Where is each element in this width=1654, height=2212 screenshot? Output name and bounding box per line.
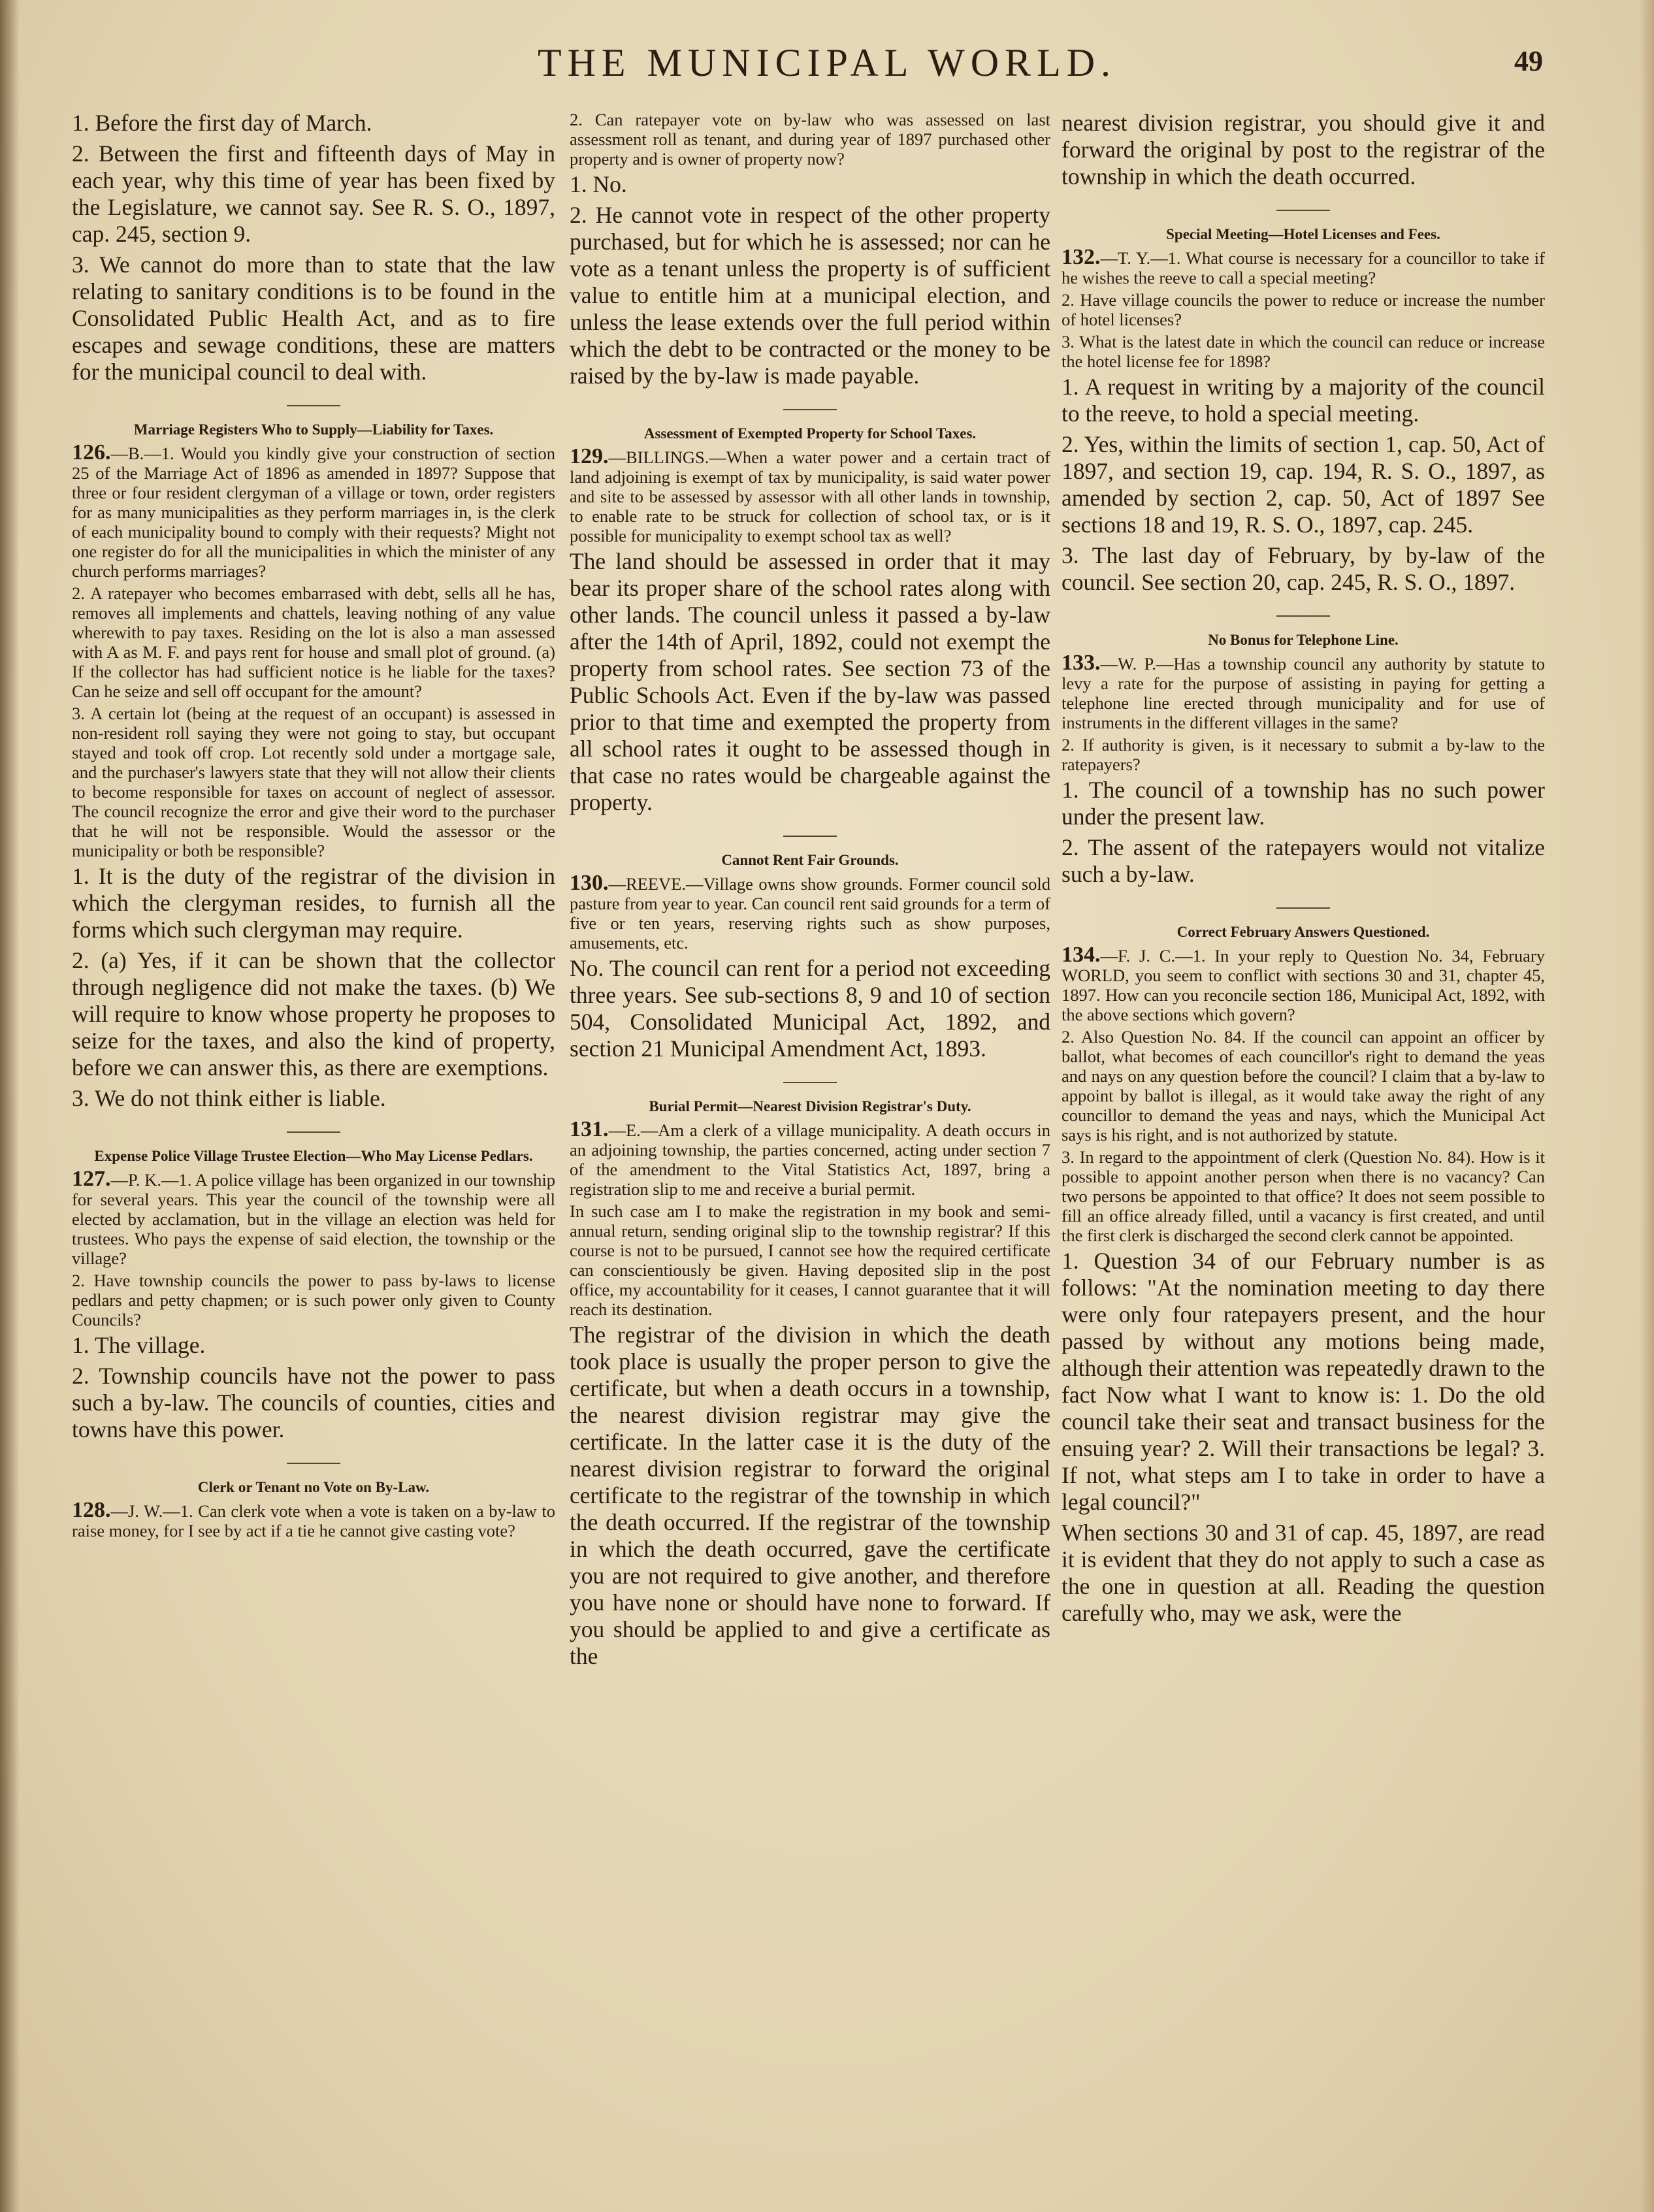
divider [287, 1463, 340, 1464]
question-text: 3. In regard to the appointment of clerk (Question No. 84). How is it possible to appoint another person when there is no vacancy? Can two persons be appointed to that office? It does not seem possible to fill an office already filled, until a vacancy is first created, and until the first clerk is discharged the second clerk cannot be appointed. [1062, 1147, 1545, 1245]
question-heading: Cannot Rent Fair Grounds. [721, 852, 899, 868]
divider [1276, 615, 1330, 617]
answer-paragraph: 2. The assent of the ratepayers would not vitalize such a by-law. [1062, 834, 1545, 887]
question-text [570, 873, 1050, 952]
question-number: 127. [72, 1167, 111, 1191]
question-body: —P. K.—1. A police village has been organized in our township for several years. This year the council of the township were all elected by acclamation, but in the village an election was held for trustees. Who pays the expense of said election, the township or the village? [72, 1170, 555, 1268]
answer-paragraph: 2. He cannot vote in respect of the other property purchased, but for which he is assessed; nor can he vote as a tenant unless the property is of sufficient value to entitle him at a municipal election, and unless the lease extends over the full period within which the debt to be contracted or the money to be raised by the by-law is made payable. [570, 202, 1050, 389]
answer-paragraph: 1. Before the first day of March. [72, 110, 372, 136]
question-heading: Special Meeting—Hotel Licenses and Fees. [1166, 226, 1440, 242]
question-text [72, 440, 555, 581]
question-text: 2. A ratepayer who becomes embarrased with debt, sells all he has, removes all implements and chattels, leaving nothing of any value wherewith to pay taxes. Residing on the lot is also a man assessed with A as M. F. and pays rent for house and small plot of ground. (a) If the collector has had sufficient notice is he liable for the taxes? Can he seize and sell off occupant for the amount? [72, 583, 555, 701]
divider [783, 836, 837, 837]
question-body: —B.—1. Would you kindly give your construction of section 25 of the Marriage Act of 1896 as amended in 1897? Suppose that three or four resident clergyman of a village or town, order registers for as many municipalities as they perform marriages in, is the clerk of each municipality bound to comply with their requests? Might not one register do for all the municipalities in which the minister of any church performs marriages? [72, 444, 555, 581]
divider [783, 1082, 837, 1083]
question-number: 128. [72, 1498, 111, 1522]
question-number: 132. [1062, 245, 1101, 269]
question-text [72, 1498, 555, 1540]
divider [287, 1131, 340, 1133]
question-text: 3. A certain lot (being at the request of an occupant) is assessed in non-resident roll saying they were not going to stay, but occupant stayed and took off crop. Lot recently sold under a mortgage sale, and the purchaser's lawyers state that they will not allow their clients to become responsible for taxes on account of neglect of assessor. The council recognize the error and give their word to the purchaser that he will not be responsible. Would the assessor or the municipality or both be responsible? [72, 704, 555, 860]
answer-paragraph: 2. Between the first and fifteenth days of May in each year, why this time of year has been fixed by the Legislature, we cannot say. See R. S. O., 1897, cap. 245, section 9. [72, 140, 555, 247]
answer-paragraph: 2. Yes, within the limits of section 1, cap. 50, Act of 1897, and section 19, cap. 194, R. S. O., 1897, as amended by section 2, cap. 50, Act of 1897 See sections 18 and 19, R. S. O., 1897, cap. 245. [1062, 431, 1545, 538]
answer-paragraph: The registrar of the division in which the death took place is usually the proper person to give the certificate, but when a death occurs in a township, the nearest division registrar may give the certificate. In the latter case it is the duty of the nearest division registrar to forward the original certificate to the registrar of the township in which the death occurred. If the registrar of the township in which the death occurred, gave the certificate you are not required to give another, and therefore you have none or should have none to forward. If you should be applied to and give a certificate as the [570, 1322, 1050, 1669]
question-heading: Correct February Answers Questioned. [1176, 924, 1430, 940]
question-body: —F. J. C.—1. In your reply to Question No. 34, February WORLD, you seem to conflict with sections 30 and 31, chapter 45, 1897. How can you reconcile section 186, Municipal Act, 1892, with the above sections which govern? [1062, 946, 1545, 1024]
column-2 [570, 110, 1050, 1674]
question-heading: No Bonus for Telephone Line. [1208, 632, 1399, 648]
answer-paragraph: 1. Question 34 of our February number is as follows: "At the nomination meeting to day there were only four ratepayers present, and the hour passed by without any motions being made, although their attention was repeatedly drawn to the fact Now what I want to know is: 1. Do the old council take their seat and transact business for the ensuing year? 2. Will their transactions be legal? 3. If not, what steps am I to take in order to have a legal council?" [1062, 1248, 1545, 1515]
question-body: —T. Y.—1. What course is necessary for a councillor to take if he wishes the reeve to call a special meeting? [1062, 248, 1545, 287]
column-3 [1062, 110, 1545, 1631]
column-1 [72, 110, 555, 1543]
page-number: 49 [1514, 45, 1543, 77]
question-text: 2. Have township councils the power to pass by-laws to license pedlars and petty chapmen; or is such power only given to County Councils? [72, 1271, 555, 1329]
answer-paragraph: 1. No. [570, 171, 627, 197]
question-number: 133. [1062, 651, 1101, 675]
question-number: 129. [570, 444, 609, 468]
answer-paragraph: The land should be assessed in order that it may bear its proper share of the school rates along with other lands. The council unless it passed a by-law after the 14th of April, 1892, could not exempt the property from school rates. See section 73 of the Public Schools Act. Even if the by-law was passed prior to that time and exempted the property from all school rates it ought to be assessed though in that case no rates would be chargeable against the property. [570, 548, 1050, 815]
question-heading: Assessment of Exempted Property for School Taxes. [643, 425, 977, 442]
question-text: 2. Can ratepayer vote on by-law who was assessed on last assessment roll as tenant, and during year of 1897 purchased other property and is owner of property now? [570, 110, 1050, 169]
answer-paragraph: 1. A request in writing by a majority of the council to the reeve, to hold a special meeting. [1062, 374, 1545, 427]
answer-paragraph: 1. It is the duty of the registrar of the division in which the clergyman resides, to furnish all the forms which such clergyman may require. [72, 863, 555, 943]
answer-paragraph: 3. We cannot do more than to state that the law relating to sanitary conditions is to be found in the Consolidated Public Health Act, and as to fire escapes and sewage conditions, these are matters for the municipal council to deal with. [72, 252, 555, 385]
divider [1276, 907, 1330, 909]
question-heading: Clerk or Tenant no Vote on By-Law. [197, 1479, 430, 1495]
question-text [570, 444, 1050, 545]
answer-paragraph: 1. The village. [72, 1332, 206, 1358]
question-heading: Marriage Registers Who to Supply—Liability for Taxes. [133, 421, 494, 438]
question-body: —W. P.—Has a township council any authority by statute to levy a rate for the purpose of assisting in paying for getting a telephone line erected through municipality and for use of instruments in the different villages in the same? [1062, 654, 1545, 732]
divider [1276, 210, 1330, 211]
answer-paragraph: nearest division registrar, you should give it and forward the original by post to the registrar of the township in which the death occurred. [1062, 110, 1545, 189]
binding-shadow [0, 0, 20, 2212]
question-heading: Burial Permit—Nearest Division Registrar's Duty. [649, 1098, 971, 1114]
answer-paragraph: 3. The last day of February, by by-law of the council. See section 20, cap. 245, R. S. O., 1897. [1062, 542, 1545, 595]
question-body: —REEVE.—Village owns show grounds. Former council sold pasture from year to year. Can council rent said grounds for a term of five or ten years, reserving rights such as show purposes, amusements, etc. [570, 874, 1050, 952]
question-body: —BILLINGS.—When a water power and a certain tract of land adjoining is exempt of tax by municipality, is said water power and site to be assessed by assessor with all other lands in township, to enable rate to be struck for collection of school tax, or is it possible for municipality to exempt school tax as well? [570, 447, 1050, 545]
question-text [1062, 945, 1545, 1024]
question-body: —J. W.—1. Can clerk vote when a vote is taken on a by-law to raise money, for I see by act if a tie he cannot give casting vote? [72, 1501, 555, 1540]
question-text: 2. If authority is given, is it necessary to submit a by-law to the ratepayers? [1062, 735, 1545, 774]
answer-paragraph: 3. We do not think either is liable. [72, 1085, 386, 1111]
question-text: In such case am I to make the registration in my book and semi-annual return, sending original slip to the township registrar? If this course is not to be pursued, I cannot see how the required certificate can conscientiously be given. Having deposited slip in the post office, my accountability for it ceases, I cannot guarantee that it will reach its destination. [570, 1201, 1050, 1319]
question-text [72, 1169, 555, 1268]
answer-paragraph: No. The council can rent for a period not exceeding three years. See sub-sections 8, 9 and 10 of section 504, Consolidated Municipal Act, 1892, and section 21 Municipal Amendment Act, 1893. [570, 955, 1050, 1062]
answer-paragraph: When sections 30 and 31 of cap. 45, 1897, are read it is evident that they do not apply to such a case as the one in question at all. Reading the question carefully who, may we ask, were the [1062, 1520, 1545, 1626]
question-number: 134. [1062, 943, 1101, 967]
question-text: 3. What is the latest date in which the council can reduce or increase the hotel license fee for 1898? [1062, 332, 1545, 371]
answer-paragraph: 1. The council of a township has no such power under the present law. [1062, 777, 1545, 830]
question-body: —E.—Am a clerk of a village municipality. A death occurs in an adjoining township, the parties concerned, acting under section 7 of the amendment to the Vital Statistics Act, 1897, bring a registration slip to me and receive a burial permit. [570, 1120, 1050, 1199]
question-text: 2. Also Question No. 84. If the council can appoint an officer by ballot, what becomes of each councillor's right to demand the yeas and nays on any question before the council? I claim that a by-law to appoint by ballot is illegal, as it would take away the right of any councillor to demand the yeas and nays, which the Municipal Act says is his right, and is not authorized by statute. [1062, 1027, 1545, 1145]
divider [287, 405, 340, 406]
question-text [1062, 245, 1545, 287]
answer-paragraph: 2. Township councils have not the power to pass such a by-law. The councils of counties, cities and towns have this power. [72, 1363, 555, 1442]
divider [783, 409, 837, 410]
question-number: 126. [72, 440, 111, 464]
question-number: 131. [570, 1117, 609, 1141]
page-edge [1640, 0, 1654, 2212]
question-heading: Expense Police Village Trustee Election—Who May License Pedlars. [94, 1148, 533, 1164]
answer-paragraph: 2. (a) Yes, if it can be shown that the collector through negligence did not make the taxes. (b) We will require to know whose property he proposes to seize for the taxes, and also the kind of property, before we can answer this, as there are exemptions. [72, 947, 555, 1081]
question-text: 2. Have village councils the power to reduce or increase the number of hotel licenses? [1062, 290, 1545, 329]
question-text [570, 1117, 1050, 1199]
question-text [1062, 653, 1545, 732]
question-number: 130. [570, 871, 609, 895]
masthead-title: THE MUNICIPAL WORLD. [537, 41, 1117, 84]
